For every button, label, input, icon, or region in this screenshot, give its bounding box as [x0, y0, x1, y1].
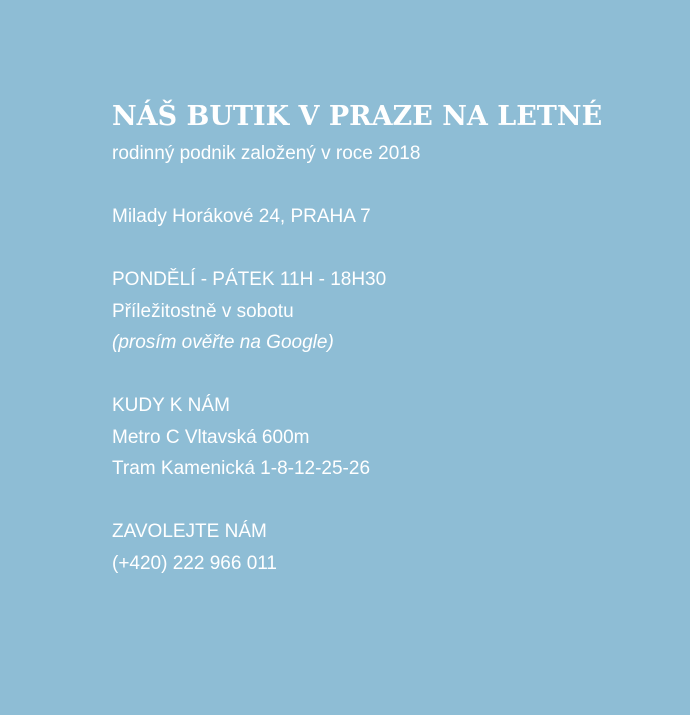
- store-title: NÁŠ BUTIK V PRAZE NA LETNÉ: [112, 101, 603, 132]
- opening-hours-note: (prosím ověřte na Google): [112, 332, 334, 353]
- opening-hours-weekdays: PONDĚLÍ - PÁTEK 11H - 18H30: [112, 269, 387, 290]
- contact-heading: ZAVOLEJTE NÁM: [112, 521, 267, 542]
- directions-metro: Metro C Vltavská 600m: [112, 426, 310, 448]
- opening-hours-saturday: Příležitostně v sobotu: [112, 300, 294, 322]
- contact-phone[interactable]: (+420) 222 966 011: [112, 552, 277, 574]
- directions-tram: Tram Kamenická 1-8-12-25-26: [112, 458, 371, 479]
- store-address: Milady Horákové 24, PRAHA 7: [112, 206, 371, 227]
- spacer: [112, 233, 652, 265]
- directions-heading: KUDY K NÁM: [112, 395, 230, 416]
- spacer: [112, 359, 652, 391]
- store-subtitle: rodinný podnik založený v roce 2018: [112, 143, 421, 164]
- spacer: [112, 485, 652, 517]
- spacer: [112, 170, 652, 202]
- store-info-content: [112, 96, 652, 579]
